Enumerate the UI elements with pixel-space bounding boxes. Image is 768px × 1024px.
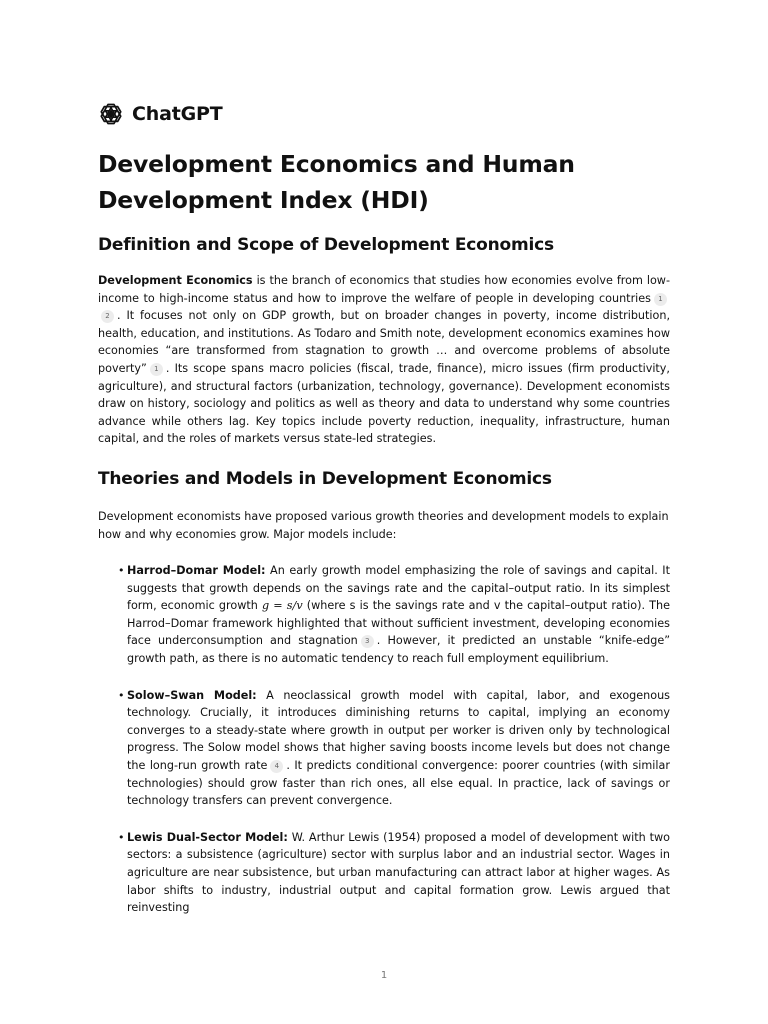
document-title: Development Economics and Human Development Index (HDI) (98, 150, 575, 214)
item-label: Lewis Dual-Sector Model: (127, 830, 288, 844)
item-text: W. Arthur Lewis (1954) proposed a model of development with two sectors: a subsistence (agriculture) sector with surplus labor and an industrial sector. Wages in agriculture are near subsistence, but urban manufacturing can attract labor at higher wages. As labor shifts to industry, industrial output and capital formation grow. Lewis argued that reinvesting (127, 830, 670, 915)
item-text: A neoclassical growth model with capital, labor, and exogenous technology. Crucially, it introduces diminishing returns to capital, implying an economy converges to a steady-state where growth in output per worker is driven only by technological progress. The Solow model shows that higher saving boosts income levels but does not change the long-run growth rate (127, 688, 671, 772)
section-heading-theories: Theories and Models in Development Economics (98, 469, 552, 489)
definition-paragraph (98, 272, 670, 448)
paragraph-text: is the branch of economics that studies how economies evolve from low-income to high-income status and how to improve the welfare of people in developing countries (98, 274, 670, 305)
formula: g = s/v (261, 599, 303, 613)
item-text: (where s is the savings rate and v the capital–output ratio). The Harrod–Domar framework highlighted that without sufficient investment, developing economies face underconsumption and stagnation (127, 599, 670, 648)
brand-name: ChatGPT (132, 103, 223, 125)
openai-logo-icon (98, 101, 124, 127)
section-heading-definition: Definition and Scope of Development Economics (98, 235, 554, 255)
paragraph-text: . Its scope spans macro policies (fiscal, trade, finance), micro issues (firm productivity, agriculture), and structural factors (urbanization, technology, governance). Development economists draw on history, sociology and politics as well as theory and data to understand why some countries advance while others lag. Key topics include poverty reduction, inequality, infrastructure, human capital, and the roles of markets versus state-led strategies. (98, 361, 670, 446)
item-text: . However, it predicted an unstable “knife-edge” growth path, as there is no automatic tendency to reach full employment equilibrium. (127, 634, 670, 665)
citation-badge[interactable]: 4 (270, 760, 283, 773)
citation-badge[interactable]: 2 (101, 310, 114, 323)
item-label: Solow–Swan Model: (127, 688, 257, 702)
term-bold: Development Economics (98, 274, 253, 287)
citation-badge[interactable]: 1 (654, 293, 667, 306)
item-label: Harrod–Domar Model: (127, 564, 266, 577)
models-list (127, 562, 670, 936)
list-item-solow-swan (127, 687, 670, 810)
brand-header (98, 101, 222, 127)
item-text: An early growth model emphasizing the role of savings and capital. It suggests that growth depends on the savings rate and the capital–output ratio. In its simplest form, economic growth (127, 564, 670, 613)
citation-badge[interactable]: 1 (150, 363, 163, 376)
citation-badge[interactable]: 3 (361, 635, 374, 648)
page-number: 1 (380, 970, 388, 981)
paragraph-text: . It focuses not only on GDP growth, but on broader changes in poverty, income distribution, health, education, and institutions. As Todaro and Smith note, development economics examines how economies “are transformed from stagnation to growth … and overcome problems of absolute poverty” (98, 309, 670, 375)
list-item-lewis (127, 829, 670, 917)
theories-intro: Development economists have proposed various growth theories and development models to explain how and why economies grow. Major models include: (98, 510, 669, 541)
list-item-harrod-domar (127, 562, 670, 668)
item-text: . It predicts conditional convergence: poorer countries (with similar technologies) should grow faster than rich ones, all else equal. In practice, lack of savings or technology transfers can prevent convergence. (127, 758, 670, 808)
